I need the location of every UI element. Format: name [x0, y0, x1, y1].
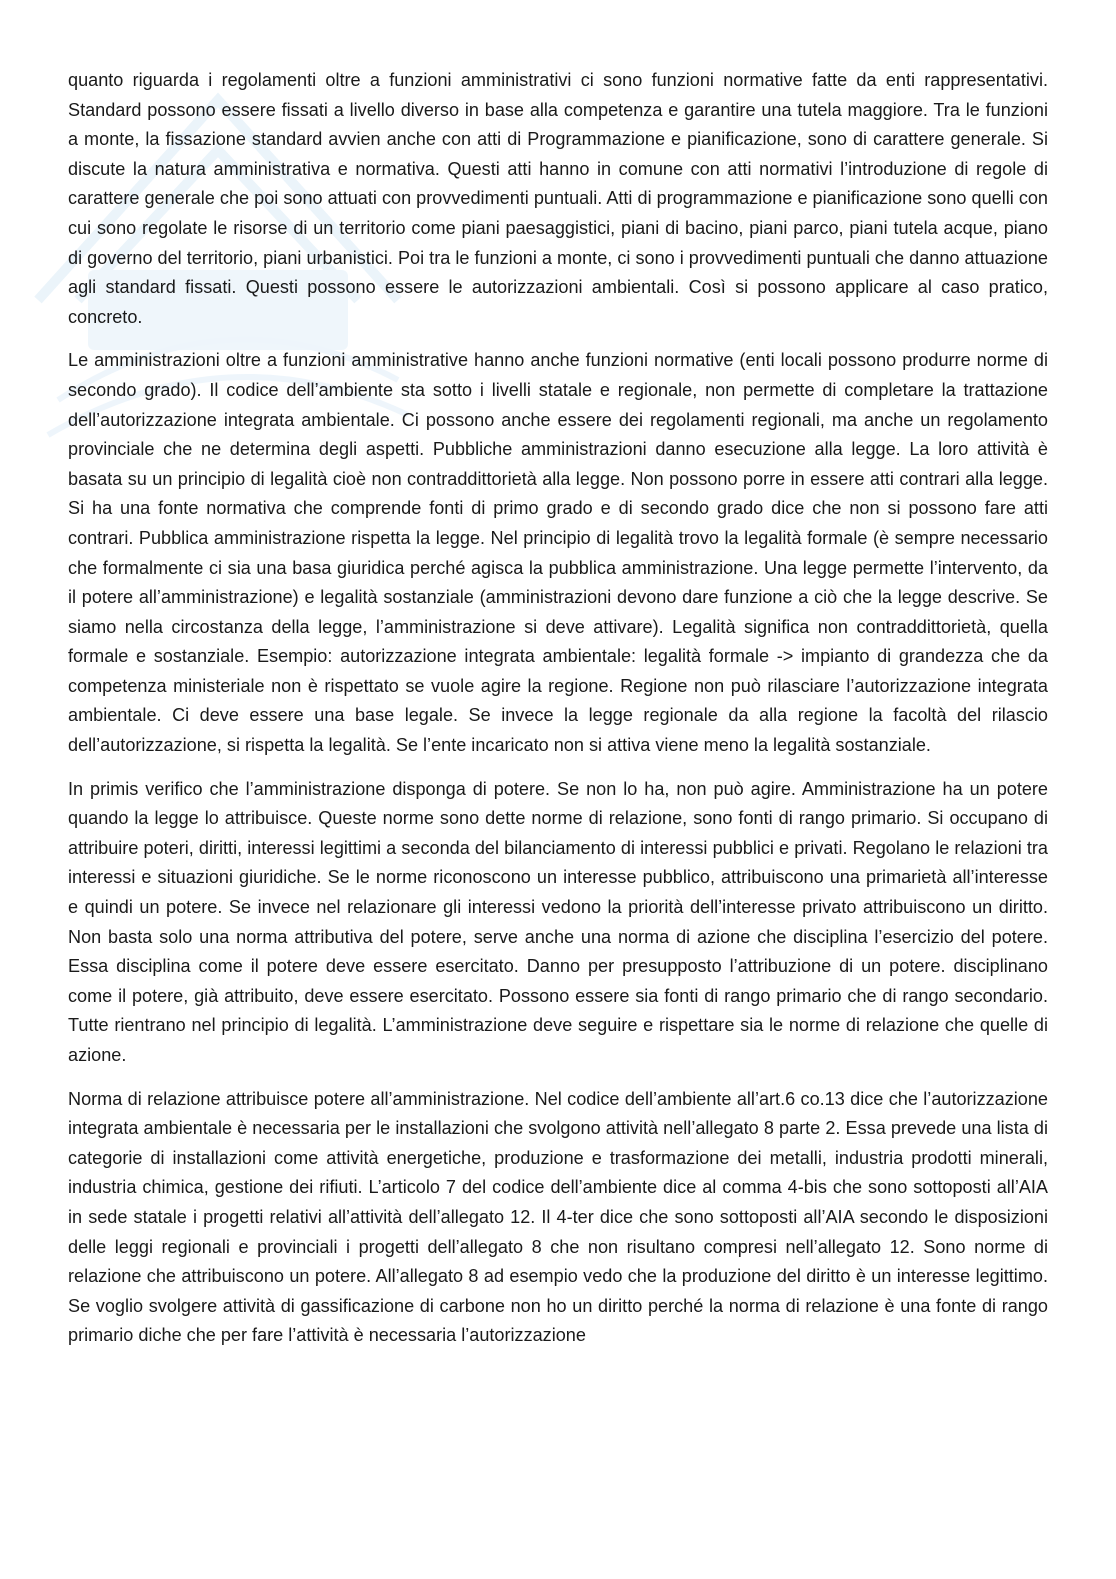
paragraph-2: Le amministrazioni oltre a funzioni amministrative hanno anche funzioni normative (enti locali possono produrre norme di secondo grado). Il codice dell’ambiente sta sotto i livelli statale e regionale, non permette di completare la trattazione dell’autorizzazione integrata ambientale. Ci possono anche essere dei regolamenti regionali, ma anche un regolamento provinciale che ne determina degli aspetti. Pubbliche amministrazioni danno esecuzione alla legge. La loro attività è basata su un principio di legalità cioè non contraddittorietà alla legge. Non possono porre in essere atti contrari alla legge. Si ha una fonte normativa che comprende fonti di primo grado e di secondo grado dice che non si possono fare atti contrari. Pubblica amministrazione rispetta la legge. Nel principio di legalità trovo la legalità formale (è sempre necessario che formalmente ci sia una basa giuridica perché agisca la pubblica amministrazione. Una legge permette l’intervento, da il potere all’amministrazione) e legalità sostanziale (amministrazioni devono dare funzione a ciò che la legge descrive. Se siamo nella circostanza della legge, l’amministrazione si deve attivare). Legalità significa non contraddittorietà, quella formale e sostanziale. Esempio: autorizzazione integrata ambientale: legalità formale -> impianto di grandezza che da competenza ministeriale non è rispettato se vuole agire la regione. Regione non può rilasciare l’autorizzazione integrata ambientale. Ci deve essere una base legale. Se invece la legge regionale da alla regione la facoltà del rilascio dell’autorizzazione, si rispetta la legalità. Se l’ente incaricato non si attiva viene meno la legalità sostanziale.: [68, 350, 1048, 756]
paragraph-1: quanto riguarda i regolamenti oltre a funzioni amministrativi ci sono funzioni normative fatte da enti rappresentativi. Standard possono essere fissati a livello diverso in base alla competenza e garantire una tutela maggiore. Tra le funzioni a monte, la fissazione standard avvien anche con atti di Programmazione e pianificazione, sono di carattere generale. Si discute la natura amministrativa e normativa. Questi atti hanno in comune con atti normativi l’introduzione di regole di carattere generale che poi sono attuati con provvedimenti puntuali. Atti di programmazione e pianificazione sono quelli con cui sono regolate le risorse di un territorio come piani paesaggistici, piani di bacino, piani parco, piani tutela acque, piano di governo del territorio, piani urbanistici. Poi tra le funzioni a monte, ci sono i provvedimenti puntuali che danno attuazione agli standard fissati. Questi possono essere le autorizzazioni ambientali. Così si possono applicare al caso pratico, concreto.: [68, 70, 1048, 327]
paragraph-4: Norma di relazione attribuisce potere all’amministrazione. Nel codice dell’ambiente all’art.6 co.13 dice che l’autorizzazione integrata ambientale è necessaria per le installazioni che svolgono attività nell’allegato 8 parte 2. Essa prevede una lista di categorie di installazioni come attività energetiche, produzione e trasformazione dei metalli, industria prodotti minerali, industria chimica, gestione dei rifiuti. L’articolo 7 del codice dell’ambiente dice al comma 4-bis che sono sottoposti all’AIA in sede statale i progetti relativi all’attività dell’allegato 12. Il 4-ter dice che sono sottoposti all’AIA secondo le disposizioni delle leggi regionali e provinciali i progetti dell’allegato 8 che non risultano compresi nell’allegato 12. Sono norme di relazione che attribuiscono un potere. All’allegato 8 ad esempio vedo che la produzione del diritto è un interesse legittimo. Se voglio svolgere attività di gassificazione di carbone non ho un diritto perché la norma di relazione è una fonte di rango primario diche che per fare l’attività è necessaria l’autorizzazione: [68, 1088, 1048, 1346]
document-body: [68, 66, 1048, 1365]
paragraph-3: In primis verifico che l’amministrazione disponga di potere. Se non lo ha, non può agire. Amministrazione ha un potere quando la legge lo attribuisce. Queste norme sono dette norme di relazione, sono fonti di rango primario. Si occupano di attribuire poteri, diritti, interessi legittimi a seconda del bilanciamento di interessi pubblici e privati. Regolano le relazioni tra interessi e situazioni giuridiche. Se le norme riconoscono un interesse pubblico, attribuiscono una primarietà all’interesse e quindi un potere. Se invece nel relazionare gli interessi vedono la priorità dell’interesse privato attribuiscono un diritto. Non basta solo una norma attributiva del potere, serve anche una norma di azione che disciplina l’esercizio del potere. Essa disciplina come il potere deve essere esercitato. Danno per presupposto l’attribuzione di un potere. disciplinano come il potere, già attribuito, deve essere esercitato. Possono essere sia fonti di rango primario che di rango secondario. Tutte rientrano nel principio di legalità. L’amministrazione deve seguire e rispettare sia le norme di relazione che quelle di azione.: [68, 778, 1048, 1065]
